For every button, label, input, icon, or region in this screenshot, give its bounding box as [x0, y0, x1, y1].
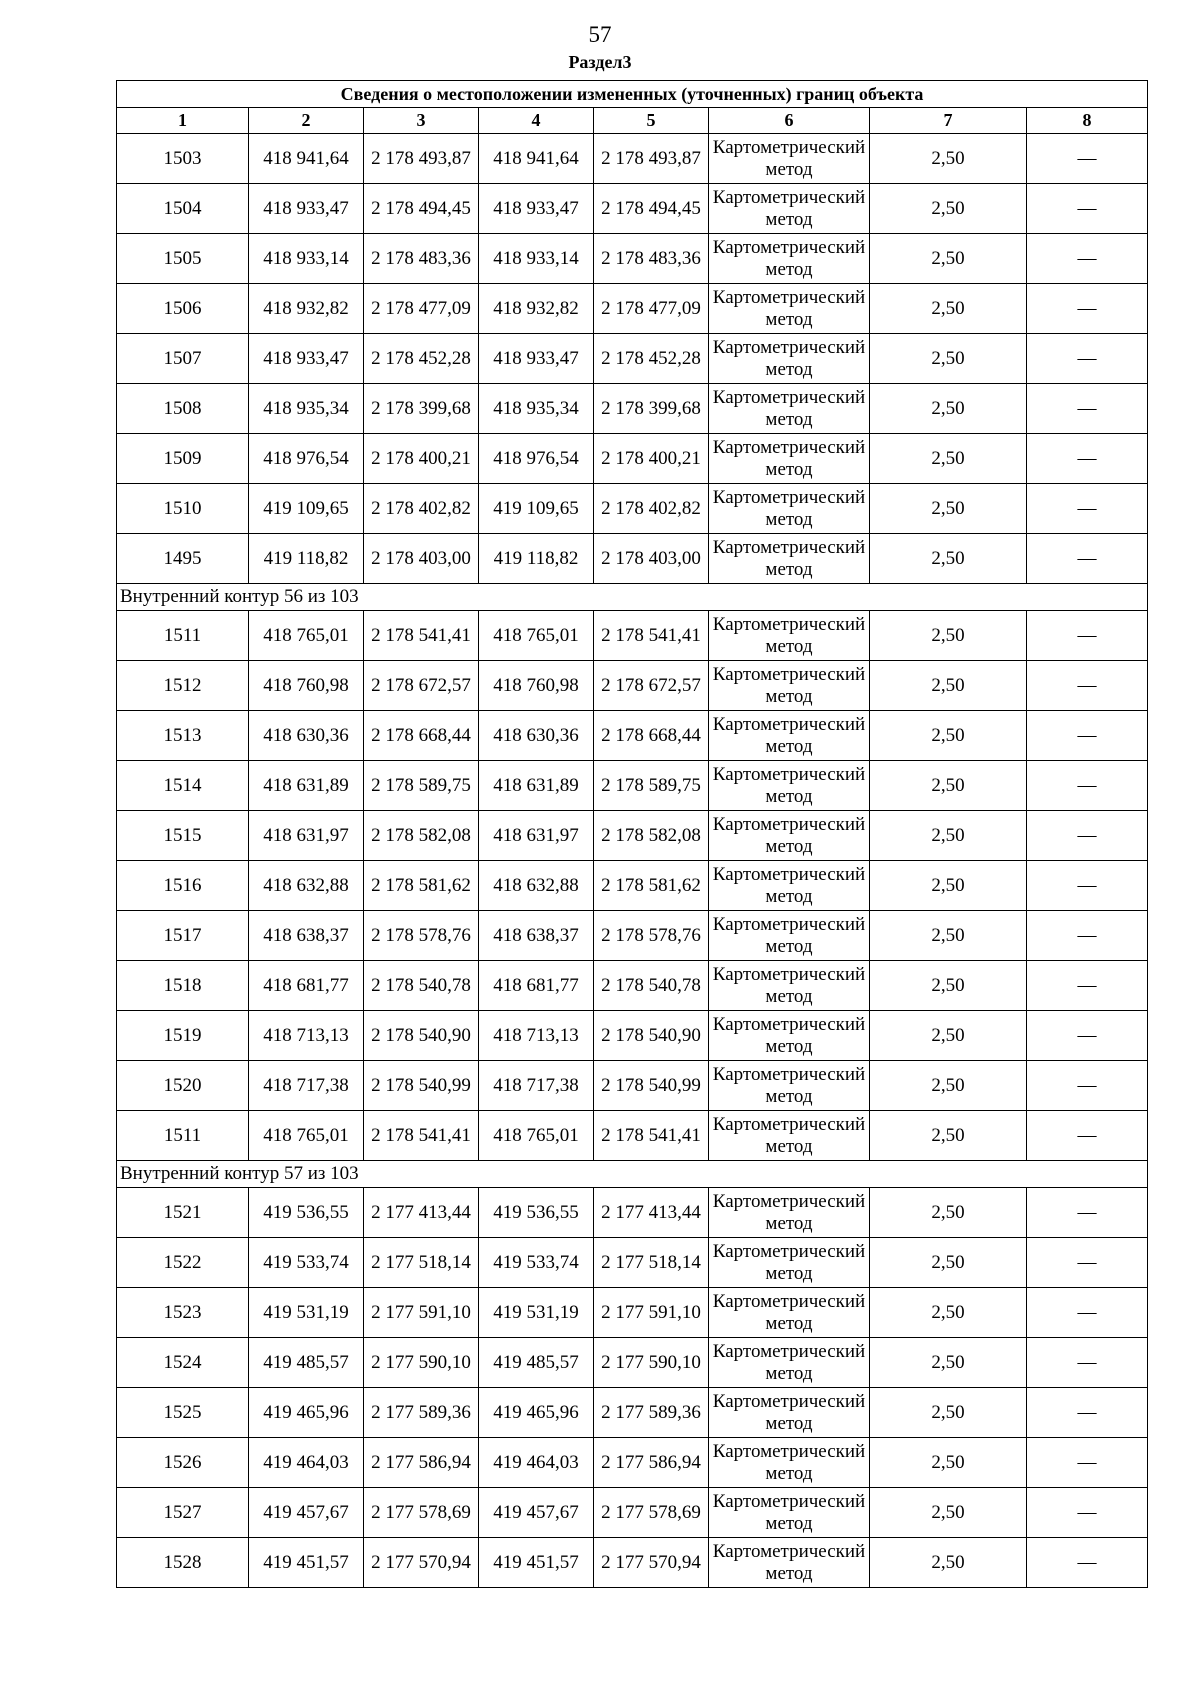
- method-cell: Картометрический метод: [709, 284, 870, 334]
- x-existing-cell: 418 630,36: [249, 711, 364, 761]
- method-cell: Картометрический метод: [709, 711, 870, 761]
- x-existing-cell: 418 765,01: [249, 611, 364, 661]
- y-existing-cell: 2 178 400,21: [364, 434, 479, 484]
- y-existing-cell: 2 178 581,62: [364, 861, 479, 911]
- description-cell: —: [1027, 484, 1148, 534]
- point-number-cell: 1513: [117, 711, 249, 761]
- x-new-cell: 419 533,74: [479, 1238, 594, 1288]
- table-row: [117, 1188, 1148, 1238]
- x-new-cell: 419 451,57: [479, 1538, 594, 1588]
- point-number-cell: 1512: [117, 661, 249, 711]
- description-cell: —: [1027, 384, 1148, 434]
- table-row: [117, 484, 1148, 534]
- y-new-cell: 2 178 477,09: [594, 284, 709, 334]
- table-row: [117, 1011, 1148, 1061]
- accuracy-cell: 2,50: [870, 1438, 1027, 1488]
- y-new-cell: 2 177 590,10: [594, 1338, 709, 1388]
- accuracy-cell: 2,50: [870, 1338, 1027, 1388]
- x-existing-cell: 419 533,74: [249, 1238, 364, 1288]
- coordinates-table: [116, 80, 1148, 1588]
- point-number-cell: 1523: [117, 1288, 249, 1338]
- y-existing-cell: 2 178 399,68: [364, 384, 479, 434]
- table-caption: Сведения о местоположении измененных (уточненных) границ объекта: [117, 81, 1148, 108]
- point-number-cell: 1511: [117, 1111, 249, 1161]
- accuracy-cell: 2,50: [870, 961, 1027, 1011]
- point-number-cell: 1508: [117, 384, 249, 434]
- x-new-cell: 418 932,82: [479, 284, 594, 334]
- y-existing-cell: 2 177 570,94: [364, 1538, 479, 1588]
- method-cell: Картометрический метод: [709, 1061, 870, 1111]
- point-number-cell: 1520: [117, 1061, 249, 1111]
- table-caption-row: [117, 81, 1148, 108]
- method-cell: Картометрический метод: [709, 184, 870, 234]
- x-new-cell: 418 681,77: [479, 961, 594, 1011]
- accuracy-cell: 2,50: [870, 1488, 1027, 1538]
- x-new-cell: 419 464,03: [479, 1438, 594, 1488]
- point-number-cell: 1505: [117, 234, 249, 284]
- y-existing-cell: 2 178 540,99: [364, 1061, 479, 1111]
- point-number-cell: 1519: [117, 1011, 249, 1061]
- y-existing-cell: 2 177 586,94: [364, 1438, 479, 1488]
- y-new-cell: 2 178 581,62: [594, 861, 709, 911]
- table-body: [117, 81, 1148, 1588]
- table-row: [117, 961, 1148, 1011]
- point-number-cell: 1514: [117, 761, 249, 811]
- accuracy-cell: 2,50: [870, 1188, 1027, 1238]
- table-row: [117, 1061, 1148, 1111]
- method-cell: Картометрический метод: [709, 761, 870, 811]
- description-cell: —: [1027, 1238, 1148, 1288]
- contour-label: Внутренний контур 57 из 103: [117, 1161, 1148, 1188]
- x-existing-cell: 418 932,82: [249, 284, 364, 334]
- x-existing-cell: 418 933,14: [249, 234, 364, 284]
- y-existing-cell: 2 178 589,75: [364, 761, 479, 811]
- method-cell: Картометрический метод: [709, 1288, 870, 1338]
- description-cell: —: [1027, 1111, 1148, 1161]
- table-row: [117, 1488, 1148, 1538]
- y-existing-cell: 2 178 403,00: [364, 534, 479, 584]
- point-number-cell: 1528: [117, 1538, 249, 1588]
- method-cell: Картометрический метод: [709, 1188, 870, 1238]
- table-row: [117, 911, 1148, 961]
- y-new-cell: 2 178 672,57: [594, 661, 709, 711]
- section-title: Раздел3: [568, 52, 632, 72]
- method-cell: Картометрический метод: [709, 1338, 870, 1388]
- x-new-cell: 418 760,98: [479, 661, 594, 711]
- x-existing-cell: 418 941,64: [249, 134, 364, 184]
- table-row: [117, 534, 1148, 584]
- x-existing-cell: 418 632,88: [249, 861, 364, 911]
- y-existing-cell: 2 178 578,76: [364, 911, 479, 961]
- x-new-cell: 418 933,47: [479, 184, 594, 234]
- point-number-cell: 1522: [117, 1238, 249, 1288]
- y-new-cell: 2 178 483,36: [594, 234, 709, 284]
- description-cell: —: [1027, 861, 1148, 911]
- point-number-cell: 1521: [117, 1188, 249, 1238]
- x-new-cell: 418 638,37: [479, 911, 594, 961]
- accuracy-cell: 2,50: [870, 484, 1027, 534]
- x-new-cell: 419 536,55: [479, 1188, 594, 1238]
- accuracy-cell: 2,50: [870, 1011, 1027, 1061]
- table-row: [117, 761, 1148, 811]
- accuracy-cell: 2,50: [870, 761, 1027, 811]
- point-number-cell: 1510: [117, 484, 249, 534]
- point-number-cell: 1525: [117, 1388, 249, 1438]
- y-new-cell: 2 178 403,00: [594, 534, 709, 584]
- accuracy-cell: 2,50: [870, 1388, 1027, 1438]
- accuracy-cell: 2,50: [870, 1288, 1027, 1338]
- column-number: 7: [870, 108, 1027, 134]
- table-row: [117, 1338, 1148, 1388]
- y-new-cell: 2 178 578,76: [594, 911, 709, 961]
- description-cell: —: [1027, 534, 1148, 584]
- point-number-cell: 1506: [117, 284, 249, 334]
- point-number-cell: 1503: [117, 134, 249, 184]
- description-cell: —: [1027, 134, 1148, 184]
- accuracy-cell: 2,50: [870, 1111, 1027, 1161]
- y-new-cell: 2 178 540,99: [594, 1061, 709, 1111]
- description-cell: —: [1027, 1488, 1148, 1538]
- accuracy-cell: 2,50: [870, 134, 1027, 184]
- x-new-cell: 418 935,34: [479, 384, 594, 434]
- x-new-cell: 419 465,96: [479, 1388, 594, 1438]
- description-cell: —: [1027, 661, 1148, 711]
- y-existing-cell: 2 177 591,10: [364, 1288, 479, 1338]
- y-existing-cell: 2 178 541,41: [364, 1111, 479, 1161]
- point-number-cell: 1526: [117, 1438, 249, 1488]
- y-existing-cell: 2 178 582,08: [364, 811, 479, 861]
- table-row: [117, 234, 1148, 284]
- x-new-cell: 419 109,65: [479, 484, 594, 534]
- x-new-cell: 418 933,14: [479, 234, 594, 284]
- y-new-cell: 2 178 540,78: [594, 961, 709, 1011]
- point-number-cell: 1524: [117, 1338, 249, 1388]
- x-new-cell: 418 933,47: [479, 334, 594, 384]
- x-existing-cell: 418 713,13: [249, 1011, 364, 1061]
- x-existing-cell: 418 631,97: [249, 811, 364, 861]
- y-existing-cell: 2 177 589,36: [364, 1388, 479, 1438]
- description-cell: —: [1027, 334, 1148, 384]
- method-cell: Картометрический метод: [709, 484, 870, 534]
- x-existing-cell: 418 933,47: [249, 184, 364, 234]
- method-cell: Картометрический метод: [709, 1388, 870, 1438]
- accuracy-cell: 2,50: [870, 434, 1027, 484]
- description-cell: —: [1027, 284, 1148, 334]
- point-number-cell: 1516: [117, 861, 249, 911]
- y-new-cell: 2 178 452,28: [594, 334, 709, 384]
- table-row: [117, 134, 1148, 184]
- method-cell: Картометрический метод: [709, 1538, 870, 1588]
- column-number: 3: [364, 108, 479, 134]
- x-existing-cell: 419 457,67: [249, 1488, 364, 1538]
- table-row: [117, 711, 1148, 761]
- y-new-cell: 2 177 413,44: [594, 1188, 709, 1238]
- x-existing-cell: 419 485,57: [249, 1338, 364, 1388]
- method-cell: Картометрический метод: [709, 1238, 870, 1288]
- description-cell: —: [1027, 911, 1148, 961]
- method-cell: Картометрический метод: [709, 384, 870, 434]
- x-existing-cell: 419 464,03: [249, 1438, 364, 1488]
- x-new-cell: 419 485,57: [479, 1338, 594, 1388]
- method-cell: Картометрический метод: [709, 811, 870, 861]
- y-new-cell: 2 178 400,21: [594, 434, 709, 484]
- y-existing-cell: 2 178 477,09: [364, 284, 479, 334]
- y-existing-cell: 2 178 452,28: [364, 334, 479, 384]
- method-cell: Картометрический метод: [709, 1438, 870, 1488]
- x-existing-cell: 418 933,47: [249, 334, 364, 384]
- x-existing-cell: 418 681,77: [249, 961, 364, 1011]
- y-new-cell: 2 177 518,14: [594, 1238, 709, 1288]
- y-existing-cell: 2 178 483,36: [364, 234, 479, 284]
- y-new-cell: 2 177 570,94: [594, 1538, 709, 1588]
- page-number: 57: [588, 22, 612, 47]
- table-row: [117, 811, 1148, 861]
- x-new-cell: 418 717,38: [479, 1061, 594, 1111]
- y-new-cell: 2 178 540,90: [594, 1011, 709, 1061]
- x-existing-cell: 419 451,57: [249, 1538, 364, 1588]
- method-cell: Картометрический метод: [709, 661, 870, 711]
- x-new-cell: 418 632,88: [479, 861, 594, 911]
- y-new-cell: 2 178 494,45: [594, 184, 709, 234]
- point-number-cell: 1509: [117, 434, 249, 484]
- contour-header-row: [117, 584, 1148, 611]
- point-number-cell: 1511: [117, 611, 249, 661]
- accuracy-cell: 2,50: [870, 661, 1027, 711]
- x-existing-cell: 418 631,89: [249, 761, 364, 811]
- column-number: 2: [249, 108, 364, 134]
- x-new-cell: 418 765,01: [479, 611, 594, 661]
- x-existing-cell: 419 536,55: [249, 1188, 364, 1238]
- method-cell: Картометрический метод: [709, 1488, 870, 1538]
- x-existing-cell: 418 717,38: [249, 1061, 364, 1111]
- x-existing-cell: 419 109,65: [249, 484, 364, 534]
- accuracy-cell: 2,50: [870, 911, 1027, 961]
- description-cell: —: [1027, 1388, 1148, 1438]
- y-new-cell: 2 178 402,82: [594, 484, 709, 534]
- y-existing-cell: 2 178 672,57: [364, 661, 479, 711]
- table-row: [117, 1238, 1148, 1288]
- x-new-cell: 419 118,82: [479, 534, 594, 584]
- x-new-cell: 418 631,89: [479, 761, 594, 811]
- x-new-cell: 419 457,67: [479, 1488, 594, 1538]
- method-cell: Картометрический метод: [709, 911, 870, 961]
- accuracy-cell: 2,50: [870, 1538, 1027, 1588]
- x-new-cell: 419 531,19: [479, 1288, 594, 1338]
- method-cell: Картометрический метод: [709, 334, 870, 384]
- method-cell: Картометрический метод: [709, 861, 870, 911]
- y-existing-cell: 2 178 402,82: [364, 484, 479, 534]
- y-new-cell: 2 177 591,10: [594, 1288, 709, 1338]
- accuracy-cell: 2,50: [870, 284, 1027, 334]
- table-row: [117, 1288, 1148, 1338]
- y-existing-cell: 2 178 540,90: [364, 1011, 479, 1061]
- accuracy-cell: 2,50: [870, 811, 1027, 861]
- method-cell: Картометрический метод: [709, 611, 870, 661]
- method-cell: Картометрический метод: [709, 534, 870, 584]
- point-number-cell: 1515: [117, 811, 249, 861]
- accuracy-cell: 2,50: [870, 861, 1027, 911]
- accuracy-cell: 2,50: [870, 534, 1027, 584]
- table-row: [117, 611, 1148, 661]
- table-row: [117, 284, 1148, 334]
- table-row: [117, 434, 1148, 484]
- point-number-cell: 1504: [117, 184, 249, 234]
- point-number-cell: 1507: [117, 334, 249, 384]
- description-cell: —: [1027, 1288, 1148, 1338]
- column-number: 6: [709, 108, 870, 134]
- y-new-cell: 2 177 586,94: [594, 1438, 709, 1488]
- y-new-cell: 2 178 589,75: [594, 761, 709, 811]
- accuracy-cell: 2,50: [870, 611, 1027, 661]
- y-new-cell: 2 178 668,44: [594, 711, 709, 761]
- point-number-cell: 1518: [117, 961, 249, 1011]
- description-cell: —: [1027, 1538, 1148, 1588]
- y-existing-cell: 2 177 413,44: [364, 1188, 479, 1238]
- description-cell: —: [1027, 1061, 1148, 1111]
- accuracy-cell: 2,50: [870, 184, 1027, 234]
- table-row: [117, 861, 1148, 911]
- x-new-cell: 418 631,97: [479, 811, 594, 861]
- accuracy-cell: 2,50: [870, 334, 1027, 384]
- column-number: 4: [479, 108, 594, 134]
- y-new-cell: 2 177 589,36: [594, 1388, 709, 1438]
- y-existing-cell: 2 178 540,78: [364, 961, 479, 1011]
- y-existing-cell: 2 178 541,41: [364, 611, 479, 661]
- table-row: [117, 334, 1148, 384]
- description-cell: —: [1027, 1338, 1148, 1388]
- x-existing-cell: 418 765,01: [249, 1111, 364, 1161]
- y-new-cell: 2 178 541,41: [594, 1111, 709, 1161]
- table-row: [117, 1438, 1148, 1488]
- table-row: [117, 1111, 1148, 1161]
- method-cell: Картометрический метод: [709, 961, 870, 1011]
- x-existing-cell: 418 935,34: [249, 384, 364, 434]
- x-existing-cell: 418 760,98: [249, 661, 364, 711]
- column-number-row: [117, 108, 1148, 134]
- method-cell: Картометрический метод: [709, 134, 870, 184]
- x-existing-cell: 419 465,96: [249, 1388, 364, 1438]
- description-cell: —: [1027, 184, 1148, 234]
- column-number: 1: [117, 108, 249, 134]
- column-number: 5: [594, 108, 709, 134]
- y-existing-cell: 2 177 590,10: [364, 1338, 479, 1388]
- description-cell: —: [1027, 1011, 1148, 1061]
- x-existing-cell: 418 638,37: [249, 911, 364, 961]
- table-row: [117, 184, 1148, 234]
- method-cell: Картометрический метод: [709, 434, 870, 484]
- description-cell: —: [1027, 961, 1148, 1011]
- y-existing-cell: 2 178 493,87: [364, 134, 479, 184]
- x-existing-cell: 418 976,54: [249, 434, 364, 484]
- point-number-cell: 1495: [117, 534, 249, 584]
- contour-header-row: [117, 1161, 1148, 1188]
- y-existing-cell: 2 177 518,14: [364, 1238, 479, 1288]
- x-existing-cell: 419 531,19: [249, 1288, 364, 1338]
- contour-label: Внутренний контур 56 из 103: [117, 584, 1148, 611]
- description-cell: —: [1027, 711, 1148, 761]
- y-new-cell: 2 178 493,87: [594, 134, 709, 184]
- table-row: [117, 384, 1148, 434]
- accuracy-cell: 2,50: [870, 1061, 1027, 1111]
- x-existing-cell: 419 118,82: [249, 534, 364, 584]
- table-row: [117, 1388, 1148, 1438]
- description-cell: —: [1027, 234, 1148, 284]
- y-existing-cell: 2 178 668,44: [364, 711, 479, 761]
- description-cell: —: [1027, 1438, 1148, 1488]
- x-new-cell: 418 630,36: [479, 711, 594, 761]
- point-number-cell: 1517: [117, 911, 249, 961]
- table-row: [117, 1538, 1148, 1588]
- description-cell: —: [1027, 811, 1148, 861]
- y-existing-cell: 2 177 578,69: [364, 1488, 479, 1538]
- y-new-cell: 2 177 578,69: [594, 1488, 709, 1538]
- table-row: [117, 661, 1148, 711]
- description-cell: —: [1027, 611, 1148, 661]
- point-number-cell: 1527: [117, 1488, 249, 1538]
- accuracy-cell: 2,50: [870, 384, 1027, 434]
- x-new-cell: 418 765,01: [479, 1111, 594, 1161]
- column-number: 8: [1027, 108, 1148, 134]
- x-new-cell: 418 713,13: [479, 1011, 594, 1061]
- y-new-cell: 2 178 541,41: [594, 611, 709, 661]
- method-cell: Картометрический метод: [709, 1111, 870, 1161]
- description-cell: —: [1027, 434, 1148, 484]
- method-cell: Картометрический метод: [709, 1011, 870, 1061]
- accuracy-cell: 2,50: [870, 1238, 1027, 1288]
- description-cell: —: [1027, 761, 1148, 811]
- method-cell: Картометрический метод: [709, 234, 870, 284]
- y-existing-cell: 2 178 494,45: [364, 184, 479, 234]
- description-cell: —: [1027, 1188, 1148, 1238]
- accuracy-cell: 2,50: [870, 234, 1027, 284]
- y-new-cell: 2 178 582,08: [594, 811, 709, 861]
- x-new-cell: 418 941,64: [479, 134, 594, 184]
- accuracy-cell: 2,50: [870, 711, 1027, 761]
- x-new-cell: 418 976,54: [479, 434, 594, 484]
- y-new-cell: 2 178 399,68: [594, 384, 709, 434]
